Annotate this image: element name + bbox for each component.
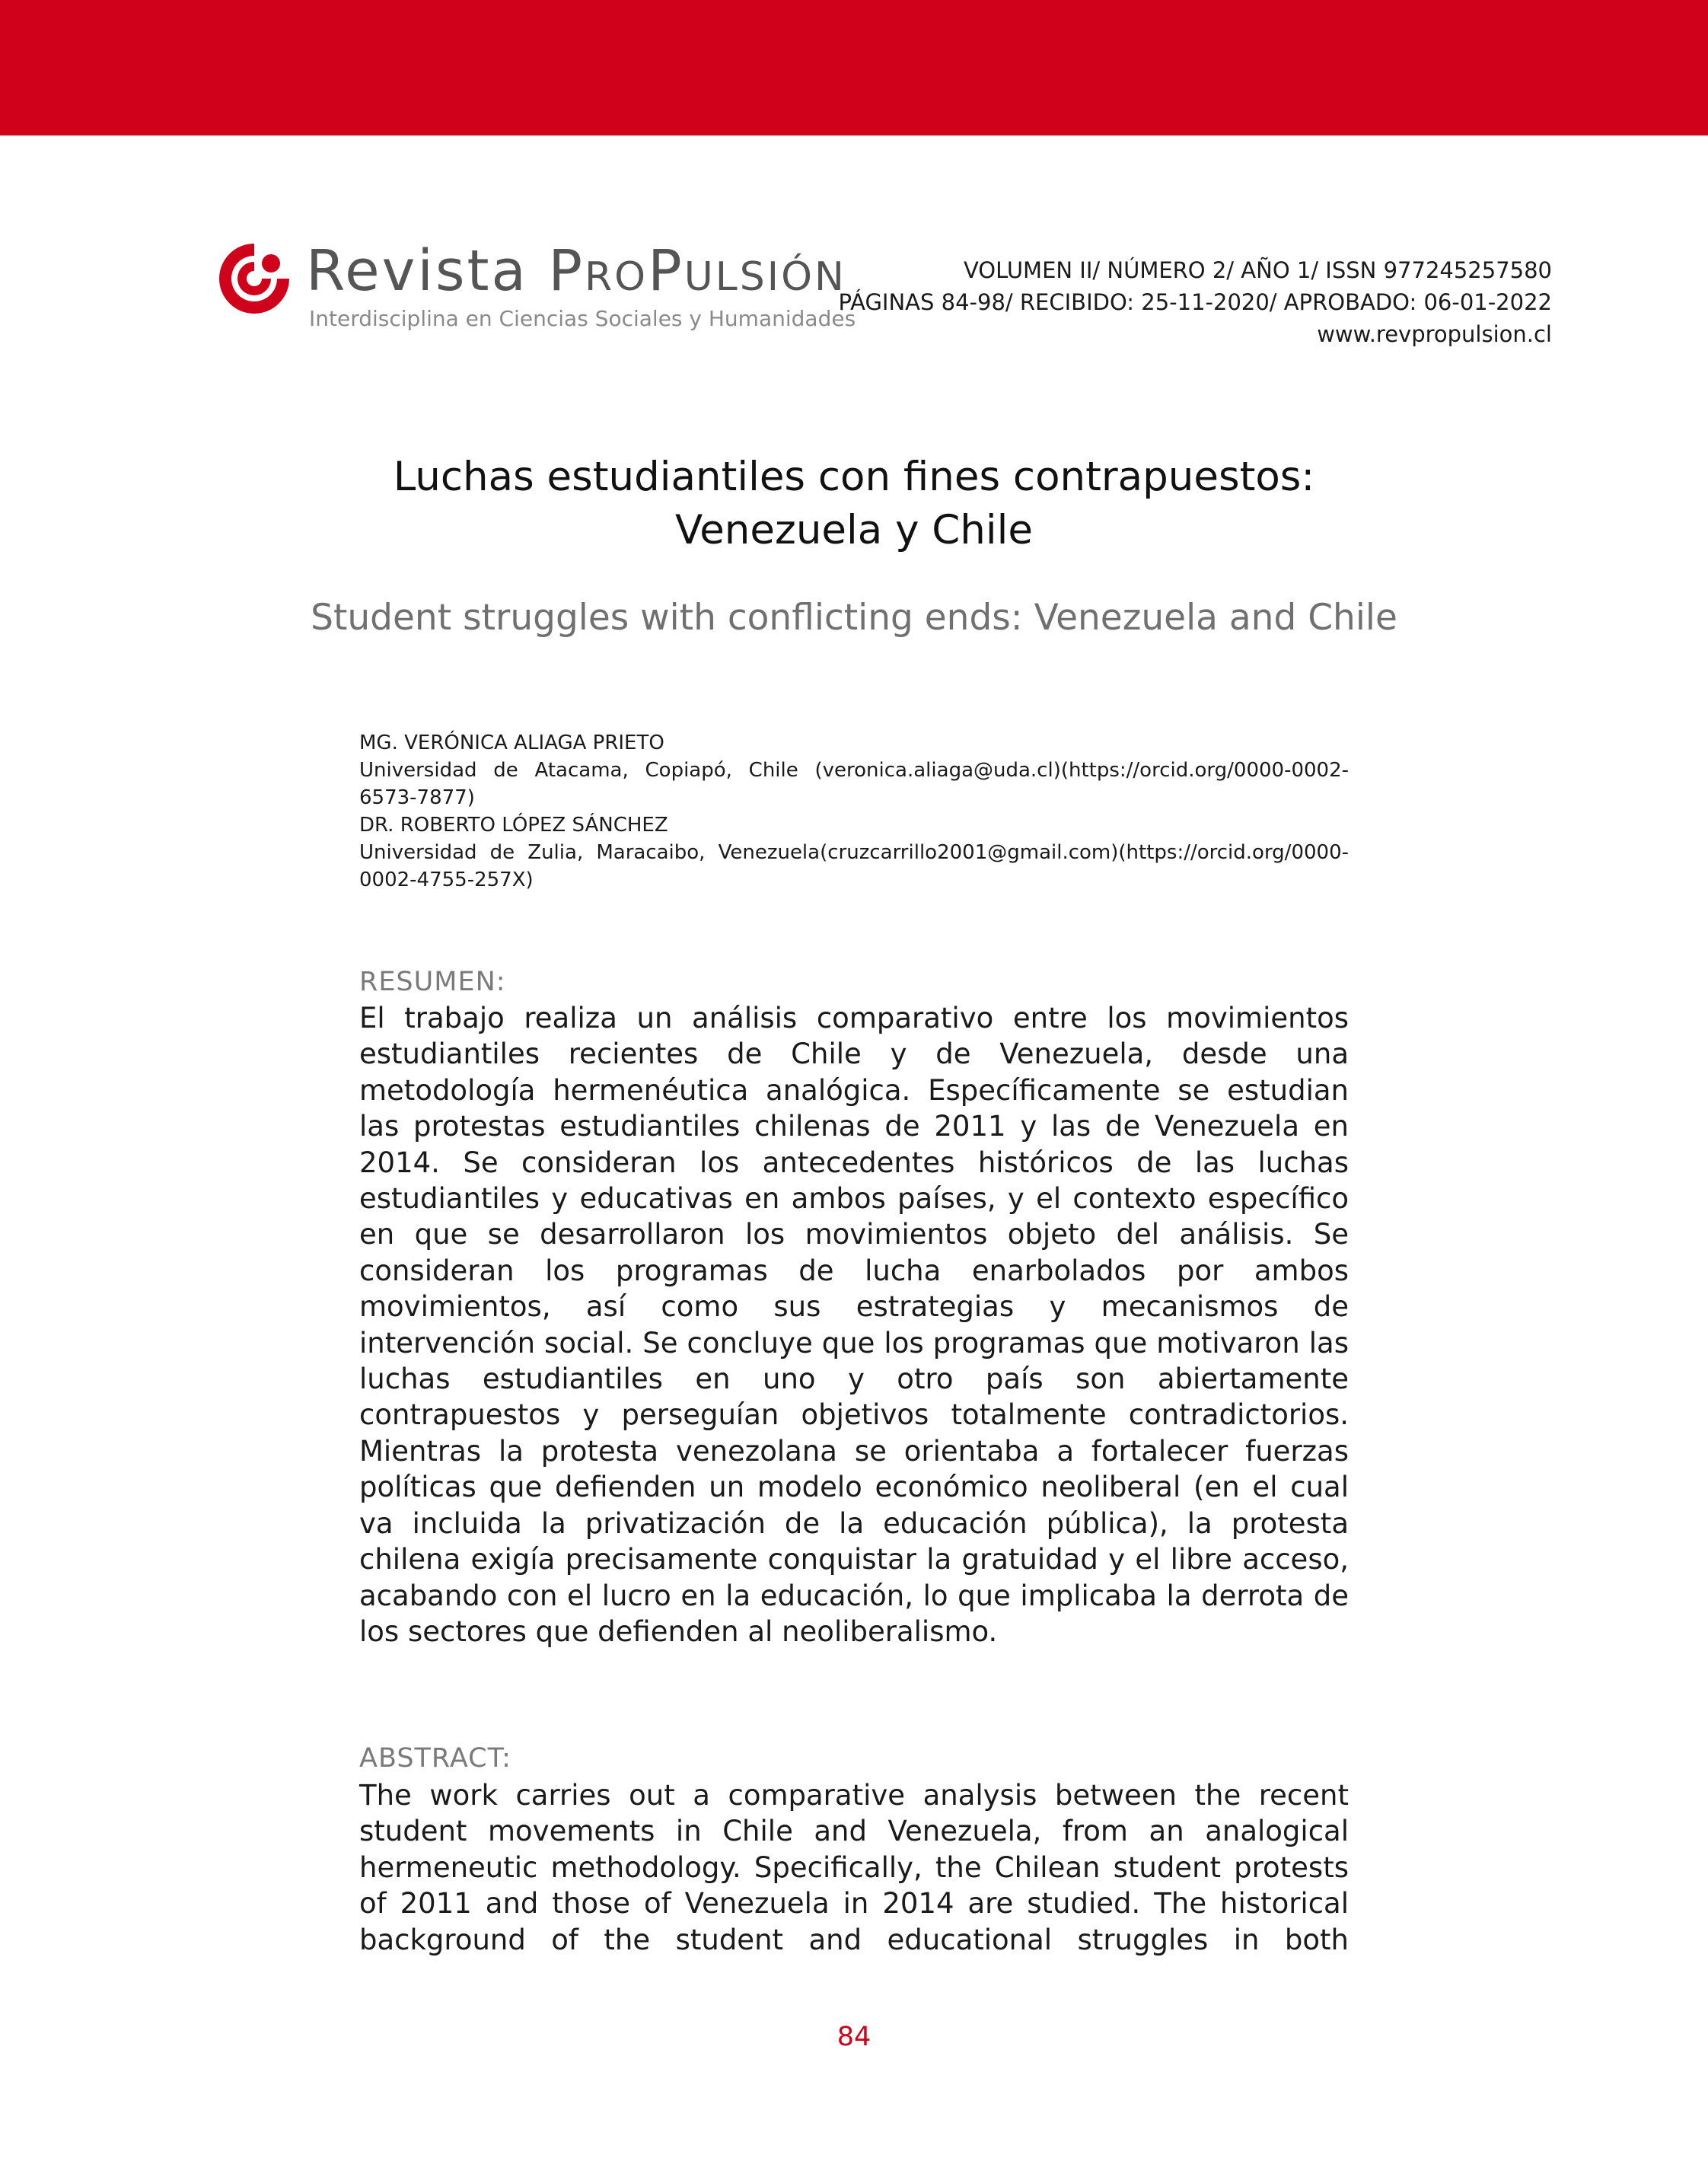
journal-tagline: Interdisciplina en Ciencias Sociales y Humanidades <box>309 306 856 331</box>
propulsion-logo-icon <box>216 241 292 317</box>
article-subtitle: Student struggles with conflicting ends: Venezuela and Chile <box>311 597 1397 639</box>
abstract-heading: ABSTRACT: <box>359 1743 511 1774</box>
meta-volume: VOLUMEN II/ NÚMERO 2/ AÑO 1/ ISSN 977245257580 <box>963 257 1552 283</box>
issue-metadata <box>839 254 1553 350</box>
author-name: DR. ROBERTO LÓPEZ SÁNCHEZ <box>359 814 668 837</box>
resumen-heading: RESUMEN: <box>359 967 506 997</box>
meta-website-link[interactable]: www.revpropulsion.cl <box>1317 321 1552 347</box>
author-block <box>359 729 1349 894</box>
resumen-text: El trabajo realiza un análisis comparativo entre los movimientos estudiantiles recientes de Chile y de Venezuela, desde una metodología hermenéutica analógica. Específicamente se estudian las protestas estudiantiles chilenas de 2011 y las de Venezuela en 2014. Se consideran los antecedentes históricos de las luchas estudiantiles y educativas en ambos países, y el contexto específico en que se desarrollaron los movimientos objeto del análisis. Se consideran los programas de lucha enarbolados por ambos movimientos, así como sus estrategias y mecanismos de intervención social. Se concluye que los programas que motivaron las luchas estudiantiles en uno y otro país son abiertamente contrapuestos y perseguían objetivos totalmente contradictorios. Mientras la protesta venezolana se orientaba a fortalecer fuerzas políticas que defienden un modelo económico neoliberal (en el cual va incluida la privatización de la educación pública), la protesta chilena exigía precisamente conquistar la gratuidad y el libre acceso, acabando con el lucro en la educación, lo que implicaba la derrota de los sectores que defienden al neoliberalismo. <box>359 1002 1349 1648</box>
title-line-2: Venezuela y Chile <box>675 507 1033 553</box>
meta-pages: PÁGINAS 84-98/ RECIBIDO: 25-11-2020/ APROBADO: 06-01-2022 <box>838 289 1552 315</box>
author-name: MG. VERÓNICA ALIAGA PRIETO <box>359 732 664 754</box>
abstract-text: The work carries out a comparative analysis between the recent student movements in Chile and Venezuela, from an analogical hermeneutic methodology. Specifically, the Chilean student protests of 2011 and those of Venezuela in 2014 are studied. The historical background of the student and educational struggles in both <box>359 1779 1349 1956</box>
title-line-1: Luchas estudiantiles con fines contrapuestos: <box>393 454 1315 500</box>
author-affiliation: Universidad de Atacama, Copiapó, Chile (veronica.aliaga@uda.cl)(https://orcid.org/0000-0002-6573-7877) <box>359 759 1349 809</box>
journal-name <box>306 237 846 305</box>
top-color-band <box>0 0 1708 135</box>
author-affiliation: Universidad de Zulia, Maracaibo, Venezuela(cruzcarrillo2001@gmail.com)(https://orcid.org/0000-0002-4755-257X) <box>359 841 1349 891</box>
brand-revista: Revista <box>306 238 549 304</box>
page-number: 84 <box>836 2022 872 2052</box>
article-title <box>0 451 1708 557</box>
journal-logo[interactable] <box>216 237 856 336</box>
brand-propulsion: ProPulsión <box>548 238 846 304</box>
